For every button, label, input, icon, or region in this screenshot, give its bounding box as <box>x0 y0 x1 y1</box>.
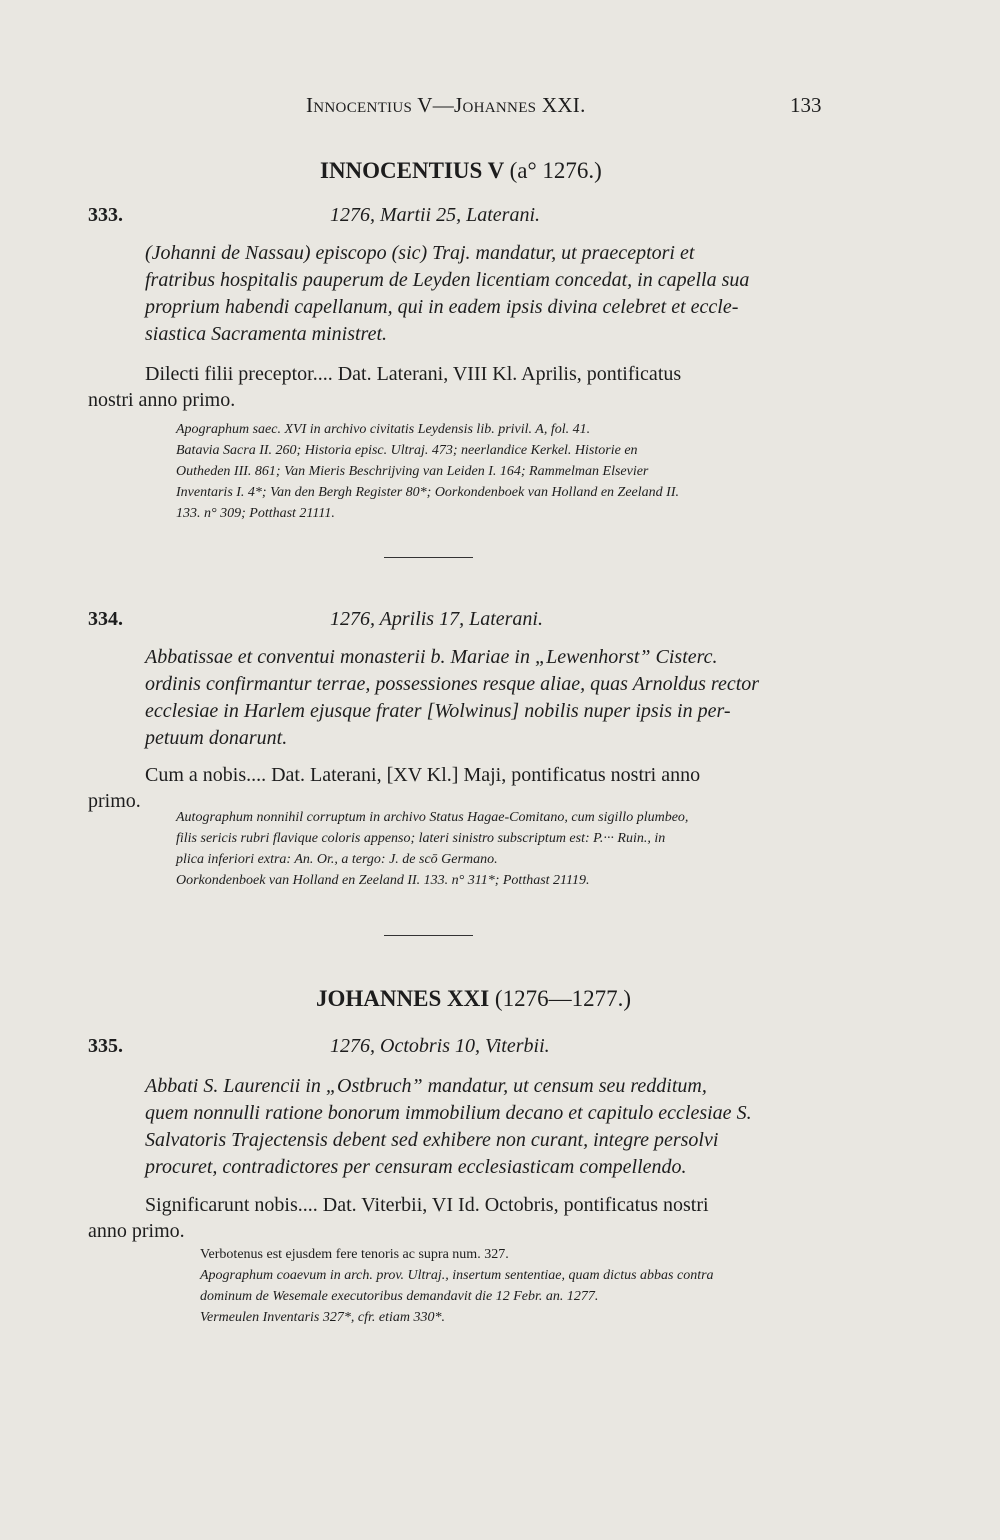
note-line: Apographum coaevum in arch. prov. Ultraj., insertum sententiae, quam dictus abbas contra <box>200 1268 714 1283</box>
note-line: Oorkondenboek van Holland en Zeeland II. 133. n° 311*; Potthast 21119. <box>176 873 590 888</box>
note-line: plica inferiori extra: An. Or., a tergo: J. de scō Germano. <box>176 852 498 867</box>
summary-line: fratribus hospitalis pauperum de Leyden licentiam concedat, in capella sua <box>145 269 750 291</box>
entry-notes <box>176 807 688 891</box>
incipit-line: nostri anno primo. <box>88 389 236 411</box>
note-line: Verbotenus est ejusdem fere tenoris ac supra num. 327. <box>200 1247 509 1262</box>
summary-line: procuret, contradictores per censuram ecclesiasticam compellendo. <box>145 1156 687 1178</box>
entry-notes <box>176 419 679 524</box>
entry-summary <box>145 644 831 752</box>
section-name: INNOCENTIUS V <box>320 158 504 183</box>
entry-number: 333. <box>88 204 123 226</box>
note-line: Apographum saec. XVI in archivo civitatis Leydensis lib. privil. A, fol. 41. <box>176 422 591 437</box>
summary-line: siastica Sacramenta ministret. <box>145 323 388 345</box>
section-years: (a° 1276.) <box>509 158 602 183</box>
section-heading-innocentius <box>320 158 602 184</box>
incipit-line: primo. <box>88 790 141 812</box>
entry-date: 1276, Octobris 10, Viterbii. <box>330 1035 550 1057</box>
summary-line: ecclesiae in Harlem ejusque frater [Wolwinus] nobilis nuper ipsis in per- <box>145 700 731 722</box>
note-line: Batavia Sacra II. 260; Historia episc. Ultraj. 473; neerlandice Kerkel. Historie en <box>176 443 638 458</box>
summary-line: (Johanni de Nassau) episcopo (sic) Traj. mandatur, ut praeceptori et <box>145 242 695 264</box>
entry-notes <box>200 1244 714 1328</box>
page-number: 133 <box>790 93 822 117</box>
entry-number: 334. <box>88 608 123 630</box>
entry-date: 1276, Martii 25, Laterani. <box>330 204 541 226</box>
incipit-line: Significarunt nobis.... Dat. Viterbii, VI Id. Octobris, pontificatus nostri <box>145 1194 709 1216</box>
incipit-line: anno primo. <box>88 1220 185 1242</box>
summary-line: proprium habendi capellanum, qui in eadem ipsis divina celebret et eccle- <box>145 296 739 318</box>
note-line: Outheden III. 861; Van Mieris Beschrijving van Leiden I. 164; Rammelman Elsevier <box>176 464 649 479</box>
summary-line: petuum donarunt. <box>145 727 288 749</box>
summary-line: ordinis confirmantur terrae, possessiones resque aliae, quas Arnoldus rector <box>145 673 760 695</box>
entry-summary <box>145 240 831 348</box>
note-line: Vermeulen Inventaris 327*, cfr. etiam 330*. <box>200 1310 445 1325</box>
incipit-line: Cum a nobis.... Dat. Laterani, [XV Kl.] Maji, pontificatus nostri anno <box>145 764 701 786</box>
entry-number: 335. <box>88 1035 123 1057</box>
note-line: Autographum nonnihil corruptum in archivo Status Hagae-Comitano, cum sigillo plumbeo, <box>176 810 689 825</box>
summary-line: Salvatoris Trajectensis debent sed exhibere non curant, integre persolvi <box>145 1129 719 1151</box>
divider-rule <box>384 935 473 936</box>
section-name: JOHANNES XXI <box>316 986 490 1011</box>
section-heading-johannes <box>316 986 631 1012</box>
note-line: filis sericis rubri flavique coloris appenso; lateri sinistro subscriptum est: P.··· Ruin., in <box>176 831 666 846</box>
entry-date: 1276, Aprilis 17, Laterani. <box>330 608 543 630</box>
summary-line: Abbatissae et conventui monasterii b. Mariae in „Lewenhorst” Cisterc. <box>145 646 718 668</box>
note-line: dominum de Wesemale executoribus demandavit die 12 Febr. an. 1277. <box>200 1289 599 1304</box>
entry-summary <box>145 1073 831 1181</box>
note-line: Inventaris I. 4*; Van den Bergh Register 80*; Oorkondenboek van Holland en Zeeland II. <box>176 485 679 500</box>
note-line: 133. n° 309; Potthast 21111. <box>176 506 335 521</box>
section-years: (1276—1277.) <box>494 986 631 1011</box>
divider-rule <box>384 557 473 558</box>
incipit-line: Dilecti filii preceptor.... Dat. Laterani, VIII Kl. Aprilis, pontificatus <box>145 363 682 385</box>
summary-line: Abbati S. Laurencii in „Ostbruch” mandatur, ut censum seu redditum, <box>145 1075 707 1097</box>
running-title: Innocentius V—Johannes XXI. <box>306 93 586 117</box>
summary-line: quem nonnulli ratione bonorum immobilium decano et capitulo ecclesiae S. <box>145 1102 752 1124</box>
